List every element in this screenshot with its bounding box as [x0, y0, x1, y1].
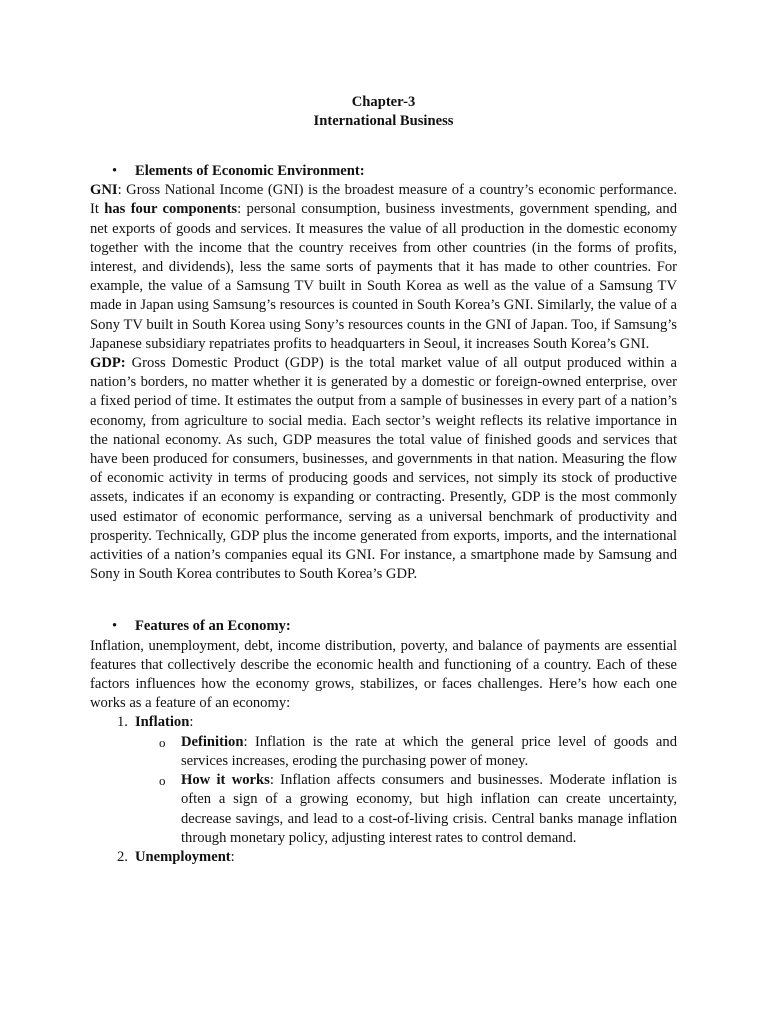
list-item-label: Inflation — [135, 714, 190, 731]
sub-item-definition — [90, 733, 677, 771]
list-number: 2. — [117, 848, 128, 865]
bullet-marker: • — [112, 618, 118, 635]
sub-item-label: How it works — [181, 772, 270, 789]
list-item-label: Unemployment — [135, 848, 231, 865]
section-heading-economic-environment — [90, 162, 677, 181]
list-item-inflation — [90, 713, 677, 732]
list-item-colon: : — [230, 848, 235, 865]
chapter-title: International Business — [313, 113, 454, 129]
sub-bullet-marker: o — [159, 734, 166, 750]
sub-item-how-it-works — [90, 771, 677, 848]
list-number: 1. — [117, 714, 128, 731]
document-body — [90, 93, 677, 867]
section-heading-text: Features of an Economy: — [135, 618, 291, 635]
chapter-title-block — [90, 93, 677, 131]
features-intro-paragraph: Inflation, unemployment, debt, income distribution, poverty, and balance of payments are essential features that collectively describe the economic health and functioning of a country. Each of these factors influences how the economy grows, stabilizes, or faces challenges. Here’s how each one works as a feature of an economy: — [90, 637, 677, 712]
bullet-marker: • — [112, 163, 118, 179]
gni-paragraph — [90, 181, 677, 354]
sub-item-text: : Inflation affects consumers and businesses. Moderate inflation is often a sign of a growing economy, but high inflation can create uncertainty, decrease savings, and lead to a cost-of-living crisis. Central banks manage inflation through monetary policy, adjusting interest rates to control demand. — [181, 772, 677, 846]
gni-term: GNI — [90, 182, 118, 199]
gdp-text: Gross Domestic Product (GDP) is the total market value of all output produced within a nation’s borders, no matter whether it is generated by a domestic or foreign-owned enterprise, over a fixed period of time. It estimates the output from a sample of businesses in every part of a nation’s economy, from agriculture to social media. Each sector’s weight reflects its relative importance in the national economy. As such, GDP measures the total value of finished goods and services that have been produced for consumers, businesses, and governments in that nation. Measuring the flow of economic activity in terms of producing goods and services, not simply its stock of productive assets, indicates if an economy is expanding or contracting. Presently, GDP is the most commonly used estimator of economic performance, serving as a universal benchmark of productivity and prosperity. Technically, GDP plus the income generated from exports, imports, and the international activities of a nation’s companies equal its GNI. For instance, a smartphone made by Samsung and Sony in South Korea contributes to South Korea’s GDP. — [90, 355, 677, 583]
gni-text-b: : personal consumption, business investments, government spending, and net exports of goods and services. It measures the value of all production in the domestic economy together with the income that the country receives from other countries (in the forms of profits, interest, and dividends), less the same sorts of payments that it has made to other countries. For example, the value of a Samsung TV built in South Korea as well as the value of a Samsung TV made in Japan using Samsung’s resources is counted in South Korea’s GNI. Similarly, the value of a Sony TV built in South Korea using Sony’s resources counts in the GNI of Japan. Too, if Samsung’s Japanese subsidiary repatriates profits to headquarters in Seoul, it increases South Korea’s GNI. — [90, 201, 677, 352]
sub-item-label: Definition — [181, 733, 244, 750]
gni-text-a: : Gross National Income (GNI) is the broadest measure of a country’s economic performance. It — [90, 182, 677, 218]
section-heading-features — [90, 617, 677, 636]
list-item-colon: : — [189, 714, 194, 731]
sub-bullet-marker: o — [159, 773, 166, 789]
gdp-term: GDP: — [90, 355, 126, 372]
chapter-number: Chapter-3 — [351, 94, 416, 110]
list-item-unemployment — [90, 848, 677, 867]
section-heading-text: Elements of Economic Environment: — [135, 163, 365, 179]
gni-bold-phrase: has four components — [104, 201, 238, 218]
gdp-paragraph — [90, 354, 677, 584]
sub-item-text: : Inflation is the rate at which the general price level of goods and services increases, eroding the purchasing power of money. — [181, 733, 677, 769]
